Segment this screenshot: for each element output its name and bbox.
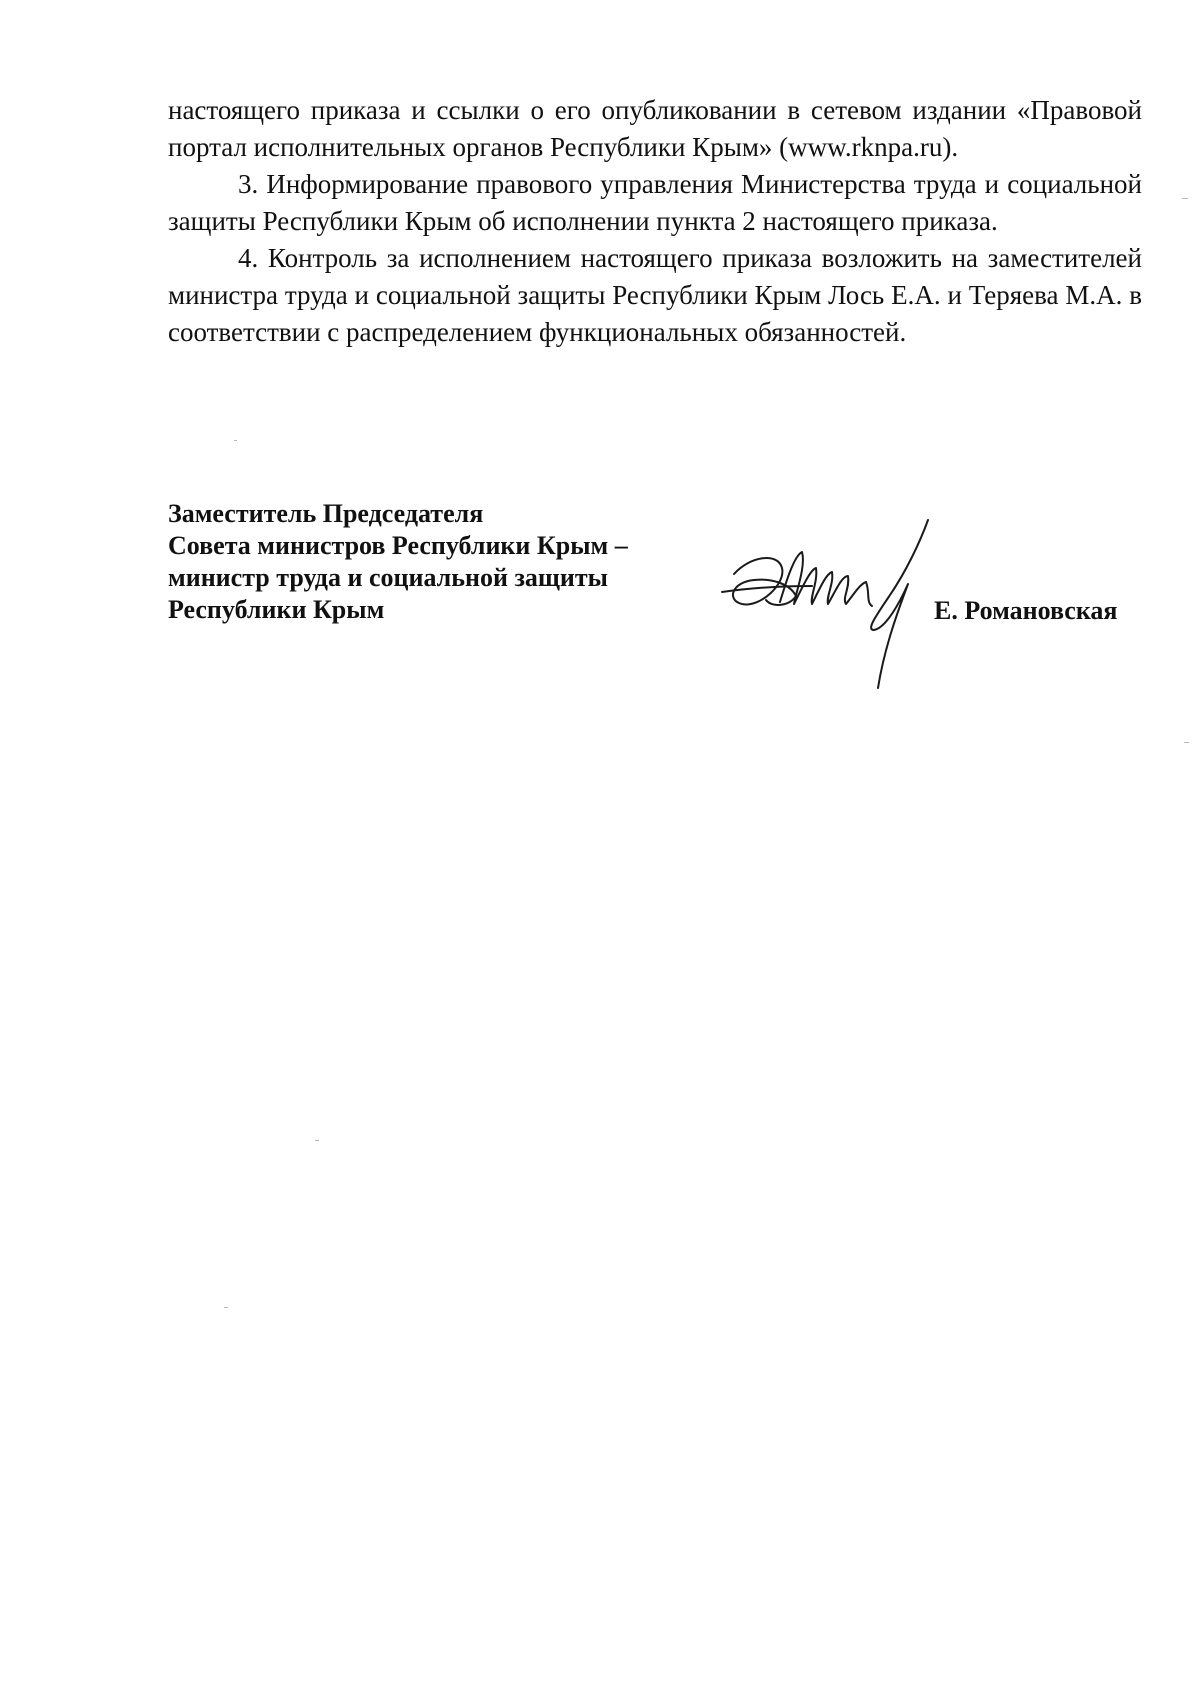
position-line: Республики Крым bbox=[168, 595, 385, 624]
scan-artifact bbox=[315, 1140, 319, 1141]
signatory-position bbox=[168, 498, 728, 626]
scan-artifact bbox=[1182, 198, 1188, 199]
scan-artifact bbox=[234, 440, 237, 441]
paragraph-item-3: 3. Информирование правового управления Министерства труда и социальной защиты Республики Крым об исполнении пункта 2 настоящего приказа. bbox=[168, 169, 1142, 236]
scan-artifact bbox=[224, 1307, 228, 1308]
position-line: Совета министров Республики Крым – bbox=[168, 531, 628, 560]
scan-artifact bbox=[1184, 742, 1189, 743]
position-line: министр труда и социальной защиты bbox=[168, 563, 608, 592]
position-line: Заместитель Председателя bbox=[168, 499, 484, 528]
signatory-name: Е. Романовская bbox=[934, 596, 1118, 625]
handwritten-signature bbox=[720, 512, 950, 692]
document-body bbox=[168, 92, 1142, 351]
paragraph-item-4: 4. Контроль за исполнением настоящего приказа возложить на заместителей министра труда и социальной защиты Республики Крым Лось Е.А. и Теряева М.А. в соответствии с распределением функциональных обязанностей. bbox=[168, 243, 1142, 347]
paragraph-continuation: настоящего приказа и ссылки о его опубликовании в сетевом издании «Правовой портал исполнительных органов Республики Крым» (www.rknpa.ru). bbox=[168, 95, 1142, 162]
